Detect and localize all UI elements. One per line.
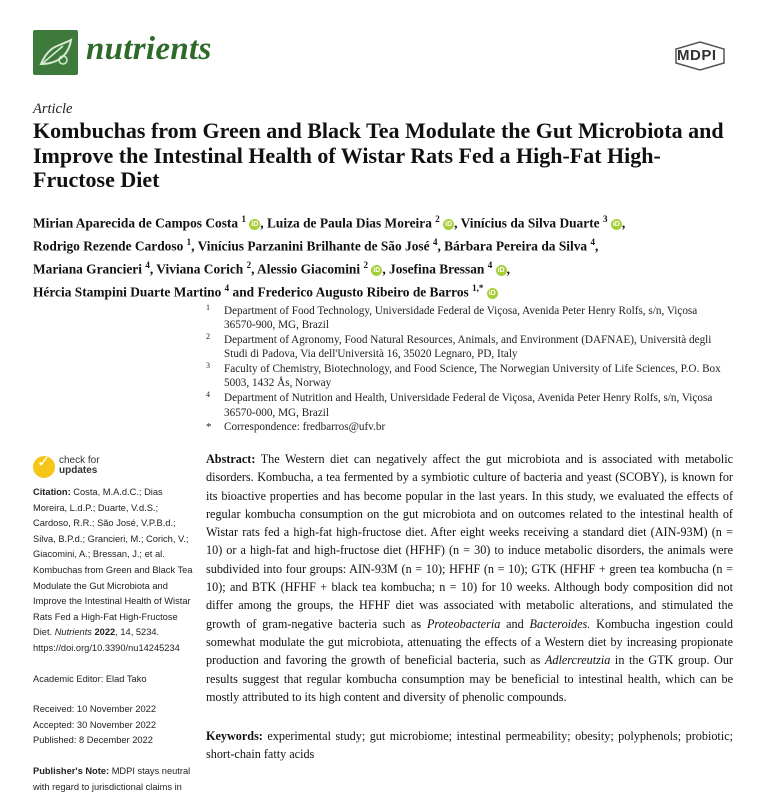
check-for-updates-label[interactable]: check for — [59, 455, 100, 466]
affiliation-text[interactable]: Correspondence: fredbarros@ufv.br — [224, 421, 386, 434]
orcid-icon[interactable]: iD — [445, 221, 453, 229]
affiliation-number: * — [206, 421, 212, 434]
affiliation-item — [206, 420, 726, 434]
author-separator: , — [260, 215, 267, 231]
academic-editor: Academic Editor: Elad Tako — [33, 673, 147, 684]
author-affiliation-sup: 4 — [224, 282, 230, 293]
author-separator: , — [251, 261, 258, 277]
checkmark-icon: ✓ — [37, 452, 51, 471]
author-name: Rodrigo Rezende Cardoso — [33, 238, 184, 254]
author-separator: , — [506, 261, 510, 277]
affiliation-text: Department of Food Technology, Universidade Federal de Viçosa, Avenida Peter Henry Rolfs, s/n, Viçosa 36570-900, MG, Brazil — [224, 305, 698, 332]
publisher-note-label: Publisher's Note: — [33, 765, 110, 776]
affiliation-number: 3 — [206, 361, 210, 371]
affiliation-number: 1 — [206, 303, 210, 312]
author-affiliation-sup: 4 — [432, 236, 438, 247]
abstract — [206, 450, 733, 706]
affiliation-item — [206, 304, 726, 333]
article-title: Kombuchas from Green and Black Tea Modulate the Gut Microbiota and Improve the Intestinal Health of Wistar Rats Fed a High-Fat High-Fructose Diet — [33, 118, 724, 192]
abstract-and: and — [500, 616, 530, 631]
author-name: Mariana Grancieri — [33, 261, 142, 277]
abstract-label: Abstract: — [206, 452, 256, 466]
author-name: Mirian Aparecida de Campos Costa — [33, 215, 239, 231]
author-name: Hércia Stampini Duarte Martino — [33, 284, 222, 300]
keywords-label: Keywords: — [206, 729, 263, 743]
affiliation-number: 4 — [206, 390, 210, 400]
author-name: Bárbara Pereira da Silva — [444, 238, 588, 254]
accepted-date: Accepted: 30 November 2022 — [33, 719, 157, 730]
author-separator: , — [191, 238, 198, 254]
orcid-icon[interactable]: iD — [488, 290, 496, 298]
author-affiliation-sup: 1 — [241, 214, 246, 224]
orcid-icon[interactable]: iD — [251, 221, 259, 229]
citation-doi[interactable]: , 14, 5234. https://doi.org/10.3390/nu14245234 — [33, 627, 180, 653]
affiliation-item — [206, 362, 726, 391]
keywords-text: experimental study; gut microbiome; intestinal permeability; obesity; polyphenols; probiotic; short-chain fatty acids — [206, 729, 734, 762]
orcid-icon[interactable]: iD — [373, 267, 381, 275]
author-affiliation-sup: 1 — [186, 236, 192, 247]
author-name: Vinícius da Silva Duarte — [460, 215, 600, 231]
author-affiliation-sup: 2 — [435, 214, 440, 224]
published-date: Published: 8 December 2022 — [33, 735, 153, 746]
author-name: Luiza de Paula Dias Moreira — [267, 215, 432, 231]
journal-logo-icon — [33, 30, 78, 75]
abstract-text-2: Kombucha ingestion could somewhat modulate the gut microbiota, attenuating the effects of a Western diet by increasing propionate production and favoring the growth of beneficial bacteria, such as — [206, 616, 733, 668]
publisher-name: MDPI — [677, 47, 717, 64]
author-name: Viviana Corich — [156, 261, 244, 277]
article-info-sidebar — [33, 485, 193, 795]
abstract-text-1: The Western diet can negatively affect the gut microbiota and is associated with metabolic disorders. Kombucha, a tea fermented by a symbiotic culture of bacteria and yeast (SCOBY), is known for its bioactive properties and has become popular in the last years. In this study, we evaluated the effects of regular kombucha consumption on the gut microbiota and on outcomes related to the intestinal health of Wistar rats fed a high-fat high-fructose diet. After eight weeks receiving a standard diet (AIN-93M) (n = 10) or a high-fat and high-fructose diet (HFHF) (n = 30) to induce metabolic disorders, the animals were subdivided into four groups: AIN-93M (n = 10); HFHF (n = 10); GTK (HFHF + green tea kombucha (n = 10); and BTK (HFHF + black tea kombucha; n = 10) for 10 weeks. Although body composition did not differ among the groups, the HFHF diet was associated with metabolic alterations, and stimulated the growth of gram-negative bacteria such as — [206, 452, 733, 631]
author-separator: , — [382, 261, 390, 277]
author-name: Alessio Giacomini — [257, 261, 361, 277]
affiliation-item — [206, 391, 726, 420]
affiliation-text: Faculty of Chemistry, Biotechnology, and Food Science, The Norwegian University of Life Sciences, P.O. Box 5003, 1432 Ås, Norway — [224, 363, 721, 390]
orcid-icon[interactable]: iD — [612, 221, 620, 229]
article-type: Article — [33, 101, 73, 117]
abstract-taxon-1: Proteobacteria — [426, 616, 501, 631]
author-name: Frederico Augusto Ribeiro de Barros — [257, 284, 469, 300]
affiliation-text: Department of Agronomy, Food Natural Resources, Animals, and Environment (DAFNAE), Università degli Studi di Padova, Via dell'Università 16, 35020 Legnaro, PD, Italy — [224, 334, 712, 361]
author-affiliation-sup: 2 — [246, 259, 252, 270]
author-affiliation-sup: 4 — [487, 259, 493, 270]
citation-text: Costa, M.A.d.C.; Dias Moreira, L.d.P.; Duarte, V.d.S.; Cardoso, R.R.; São José, V.P.B.d.; Silva, B.P.d.; Grancieri, M.; Corich, V.; Giacomini, A.; Bressan, J.; et al. Kombuchas from Green and Black Tea Modulate the Gut Microbiota and Improve the Intestinal Health of Wistar Rats Fed a High-Fat High-Fructose Diet. — [33, 487, 193, 638]
abstract-text-3: in the GTK group. Our results suggest that regular kombucha consumption may be beneficial to intestinal health, which can be mostly attributed to its high content and diversity of phenolic compounds. — [206, 653, 733, 704]
affiliation-list — [206, 304, 726, 435]
author-name: Vinícius Parzanini Brilhante de São José — [197, 238, 430, 254]
citation-journal: Nutrients — [54, 627, 92, 638]
affiliation-text: Department of Nutrition and Health, Universidade Federal de Viçosa, Avenida Peter Henry Rolfs, s/n, Viçosa 36570-000, MG, Brazil — [224, 392, 713, 419]
affiliation-number: 2 — [206, 332, 210, 342]
author-affiliation-sup: 3 — [602, 214, 608, 224]
author-affiliation-sup: 1,* — [472, 282, 484, 293]
author-separator: , — [149, 261, 157, 277]
citation — [33, 485, 193, 657]
publisher-note-text: MDPI stays neutral with regard to jurisdictional claims in — [33, 765, 191, 792]
author-list — [33, 210, 733, 302]
affiliation-item — [206, 333, 726, 362]
author-affiliation-sup: 4 — [590, 236, 595, 247]
author-separator: , — [454, 215, 461, 231]
received-date: Received: 10 November 2022 — [33, 704, 156, 715]
publisher-note — [33, 764, 193, 795]
abstract-taxon-3: Adlercreutzia — [544, 653, 611, 668]
keywords — [206, 727, 733, 764]
author-separator: , — [621, 215, 626, 231]
author-affiliation-sup: 4 — [145, 259, 150, 270]
author-affiliation-sup: 2 — [363, 259, 368, 270]
journal-name: nutrients — [86, 31, 212, 67]
author-name: Josefina Bressan — [389, 261, 485, 277]
orcid-icon[interactable]: iD — [497, 267, 505, 275]
citation-year: 2022 — [94, 627, 116, 638]
author-separator: , — [437, 238, 445, 254]
abstract-taxon-2: Bacteroides. — [529, 616, 591, 631]
author-separator: and — [229, 284, 258, 300]
citation-label: Citation: — [33, 487, 71, 497]
author-separator: , — [594, 238, 599, 254]
updates-label[interactable]: updates — [59, 465, 98, 476]
